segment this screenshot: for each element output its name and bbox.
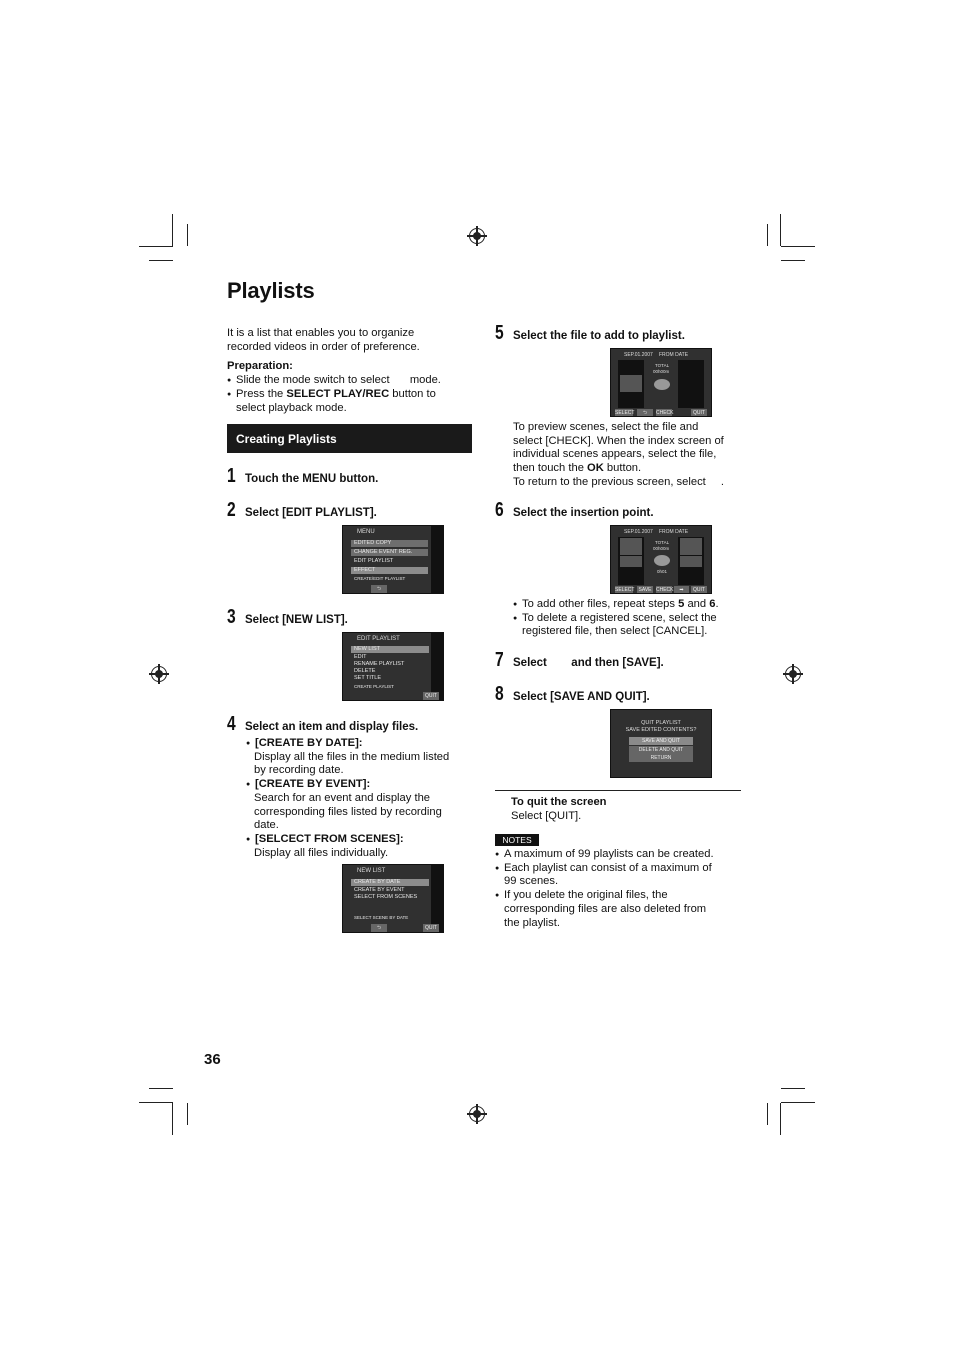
return-button[interactable]: RETURN (629, 754, 693, 762)
scene-thumbnail[interactable] (620, 538, 642, 555)
menu-screen-title: MENU (357, 529, 375, 535)
step-text: Select and then [SAVE]. (513, 657, 664, 669)
step-number: 3 (227, 606, 236, 628)
step-number: 8 (495, 683, 504, 705)
divider (495, 790, 741, 791)
step-number: 5 (495, 322, 504, 344)
disc-icon (654, 379, 670, 390)
from-date-screen: SEP.01.2007 FROM DATE TOTAL 00h00m SELECT ⮌ CHECK QUIT (610, 348, 712, 417)
page-number: 36 (204, 1051, 221, 1068)
edit-playlist-screen: EDIT PLAYLIST NEW LIST EDIT RENAME PLAYLIST DELETE SET TITLE CREATE PLAYLIST QUIT (342, 632, 444, 701)
registration-mark-icon (785, 666, 801, 682)
notes-label: NOTES (495, 834, 539, 846)
step-5-description: To preview scenes, select the file and select [CHECK]. When the index screen of individual scenes appears, select the file, then touch the OK button. To return to the previous screen, select . (513, 421, 724, 488)
step-text: Select [EDIT PLAYLIST]. (245, 507, 377, 519)
menu-screen: MENU EDITED COPY CHANGE EVENT REG. EDIT PLAYLIST EFFECT CREATE/EDIT PLAYLIST ⮌ (342, 525, 444, 594)
step-4-options: ● [CREATE BY DATE]: Display all the files in the medium listed by recording date. ● [CREATE BY EVENT]: Search for an event and display the corresponding files listed by recording date. ● [SELCECT FROM SCENES]: Display all files individually. (246, 737, 472, 860)
check-button[interactable]: CHECK (656, 587, 674, 593)
scene-thumbnail[interactable] (620, 556, 642, 567)
new-list-screen: NEW LIST CREATE BY DATE CREATE BY EVENT SELECT FROM SCENES SELECT SCENE BY DATE ⮌ QUIT (342, 864, 444, 933)
select-button[interactable]: SELECT (615, 587, 635, 593)
step-number: 4 (227, 713, 236, 735)
scene-thumbnail[interactable] (680, 556, 702, 567)
delete-and-quit-button[interactable]: DELETE AND QUIT (629, 746, 693, 754)
step-number: 7 (495, 649, 504, 671)
step-text: Touch the MENU button. (245, 473, 379, 485)
registration-mark-icon (469, 1106, 485, 1122)
back-button[interactable]: ⮌ (637, 409, 653, 417)
step-6-notes: ● To add other files, repeat steps 5 and 6. ● To delete a registered scene, select the registered file, then select [CANCEL]. (513, 598, 743, 639)
preparation-item: ● Press the SELECT PLAY/REC button to select playback mode. (227, 388, 472, 415)
preparation-item: ● Slide the mode switch to select mode. (227, 374, 472, 388)
section-heading: Creating Playlists (227, 424, 472, 453)
quit-button[interactable]: QUIT (423, 924, 439, 932)
back-button[interactable]: ⮌ (371, 585, 387, 593)
step-number: 6 (495, 499, 504, 521)
insertion-screen: SEP.01.2007 FROM DATE TOTAL 00h00m 0h01 SELECT SAVE CHECK ➡ QUIT (610, 525, 712, 594)
quit-button[interactable]: QUIT (691, 409, 707, 417)
select-button[interactable]: SELECT (615, 410, 635, 416)
quit-instructions: To quit the screen Select [QUIT]. (511, 796, 607, 822)
registration-mark-icon (151, 666, 167, 682)
back-button[interactable]: ⮌ (371, 924, 387, 932)
step-text: Select [NEW LIST]. (245, 614, 348, 626)
step-text: Select [SAVE AND QUIT]. (513, 691, 650, 703)
step-text: Select the insertion point. (513, 507, 654, 519)
quit-button[interactable]: QUIT (423, 692, 439, 700)
save-button[interactable]: SAVE (638, 587, 652, 593)
quit-button[interactable]: QUIT (691, 586, 707, 594)
scene-thumbnail[interactable] (680, 538, 702, 555)
page-title: Playlists (227, 278, 315, 303)
registration-mark-icon (469, 228, 485, 244)
notes-list: ● A maximum of 99 playlists can be created. ● Each playlist can consist of a maximum of 99 scenes. ● If you delete the original files, the corresponding files are also deleted from the playlist. (495, 848, 741, 930)
save-and-quit-button[interactable]: SAVE AND QUIT (629, 737, 693, 745)
step-number: 1 (227, 465, 236, 487)
step-text: Select an item and display files. (245, 721, 419, 733)
preparation-label: Preparation: (227, 360, 293, 373)
step-text: Select the file to add to playlist. (513, 330, 685, 342)
disc-icon (654, 555, 670, 566)
intro-text: It is a list that enables you to organize recorded videos in order of preference. Preparation: ● Slide the mode switch to select mode. ● Press the SELECT PLAY/REC button to select playback mode. (227, 327, 472, 415)
check-button[interactable]: CHECK (656, 410, 674, 416)
quit-playlist-screen: QUIT PLAYLIST SAVE EDITED CONTENTS? SAVE AND QUIT DELETE AND QUIT RETURN (610, 709, 712, 778)
arrow-right-icon[interactable]: ➡ (674, 586, 689, 594)
step-number: 2 (227, 499, 236, 521)
scene-thumbnail[interactable] (620, 375, 642, 392)
